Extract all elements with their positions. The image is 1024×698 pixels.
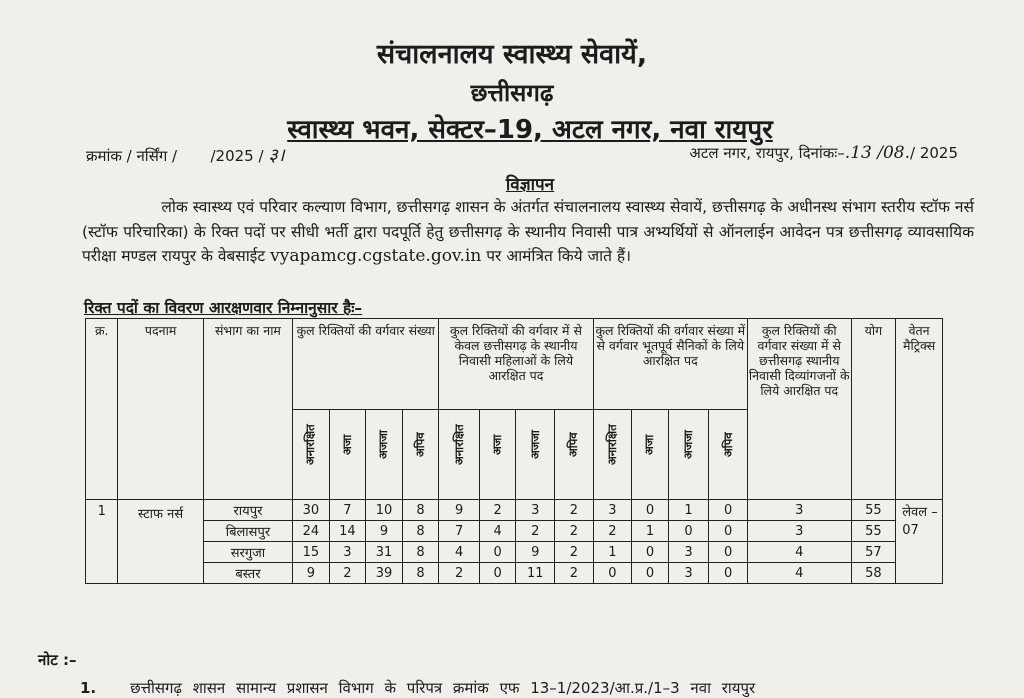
- cell-value: 2: [516, 521, 555, 542]
- note-item-text: छत्तीसगढ़ शासन सामान्य प्रशासन विभाग के परिपत्र क्रमांक एफ 13–1/2023/आ.प्र./1–3 नवा रायपुर: [130, 679, 756, 697]
- col-sno-header: क्र.: [86, 319, 118, 500]
- cell-value: 2: [555, 500, 594, 521]
- cell-value: 2: [329, 563, 366, 584]
- cell-value: 0: [632, 563, 669, 584]
- cell-value: 39: [366, 563, 403, 584]
- cell-division: सरगुजा: [203, 542, 292, 563]
- cell-value: 2: [593, 521, 632, 542]
- cell-pay: लेवल –07: [896, 500, 943, 584]
- cell-value: 3: [747, 500, 851, 521]
- cell-value: 1: [632, 521, 669, 542]
- cell-value: 31: [366, 542, 403, 563]
- cell-value: 0: [479, 542, 516, 563]
- notice-title: विज्ञापन: [505, 175, 555, 195]
- cat-sc-header: अजा: [642, 434, 657, 456]
- reference-date: अटल नगर, रायपुर, दिनांकः–.13 /08./ 2025: [689, 143, 958, 163]
- cell-value: 0: [709, 521, 748, 542]
- cell-value: 9: [516, 542, 555, 563]
- handwritten-date: .13 /08.: [844, 143, 910, 163]
- handwritten-number: ३।: [268, 145, 285, 166]
- cell-value: 0: [593, 563, 632, 584]
- cell-value: 3: [668, 563, 709, 584]
- note-item: [80, 678, 755, 698]
- cell-value: 7: [329, 500, 366, 521]
- col-women-header: कुल रिक्तियों की वर्गवार में से केवल छत्तीसगढ़ के स्थानीय निवासी महिलाओं के लिये आरक्षित पद: [439, 319, 593, 410]
- cell-division: बस्तर: [203, 563, 292, 584]
- cat-st-header: अजजा: [376, 430, 391, 460]
- cell-division: रायपुर: [203, 500, 292, 521]
- cell-value: 0: [709, 563, 748, 584]
- cell-value: 3: [329, 542, 366, 563]
- cell-value: 10: [366, 500, 403, 521]
- cell-value: 9: [293, 563, 330, 584]
- cat-obc-header: अपिव: [566, 432, 581, 458]
- cell-sum: 55: [851, 521, 896, 542]
- col-pay-header: वेतन मैट्रिक्स: [896, 319, 943, 500]
- header-address: स्वास्थ्य भवन, सेक्टर–19, अटल नगर, नवा रायपुर: [287, 115, 773, 145]
- cell-value: 1: [668, 500, 709, 521]
- cell-value: 4: [479, 521, 516, 542]
- vacancy-table: [85, 318, 943, 584]
- cell-value: 3: [516, 500, 555, 521]
- cell-value: 0: [632, 542, 669, 563]
- cell-value: 3: [668, 542, 709, 563]
- cell-value: 2: [439, 563, 480, 584]
- body-paragraph: लोक स्वास्थ्य एवं परिवार कल्याण विभाग, छत्तीसगढ़ शासन के अंतर्गत संचालनालय स्वास्थ्य सेवायें, छत्तीसगढ़ के अधीनस्थ संभाग स्तरीय स्टॉफ नर्स (स्टॉफ परिचारिका) के रिक्त पदों पर सीधी भर्ती द्वारा पदपूर्ति हेतु छत्तीसगढ़ के स्थानीय निवासी पात्र अभ्यर्थियों से ऑनलाईन आवेदन पत्र छत्तीसगढ़ व्यावसायिक परीक्षा मण्डल रायपुर के वेबसाईट vyapamcg.cgstate.gov.in पर आमंत्रित किये जाते हैं।: [82, 198, 974, 266]
- cat-obc-header: अपिव: [413, 432, 428, 458]
- cell-value: 8: [402, 500, 439, 521]
- table-row: [86, 500, 943, 521]
- cell-value: 15: [293, 542, 330, 563]
- cell-value: 0: [632, 500, 669, 521]
- cell-value: 7: [439, 521, 480, 542]
- note-label: नोट :–: [38, 651, 77, 669]
- cell-value: 9: [439, 500, 480, 521]
- cat-ur-header: अनारक्षित: [303, 424, 318, 466]
- cell-value: 2: [555, 521, 594, 542]
- cell-value: 3: [593, 500, 632, 521]
- header-directorate: संचालनालय स्वास्थ्य सेवायें,: [376, 39, 648, 70]
- col-exsoldier-header: कुल रिक्तियों की वर्गवार संख्या में से वर्गवार भूतपूर्व सैनिकों के लिये आरक्षित पद: [593, 319, 747, 410]
- col-total-header: कुल रिक्तियों की वर्गवार संख्या: [293, 319, 439, 410]
- cell-value: 0: [709, 500, 748, 521]
- table-row: [86, 563, 943, 584]
- cat-st-header: अजजा: [681, 430, 696, 460]
- cat-sc-header: अजा: [490, 434, 505, 456]
- cell-sum: 55: [851, 500, 896, 521]
- cell-value: 24: [293, 521, 330, 542]
- cell-value: 2: [555, 563, 594, 584]
- col-division-header: संभाग का नाम: [203, 319, 292, 500]
- header-state: छत्तीसगढ़: [470, 79, 554, 107]
- col-sum-header: योग: [851, 319, 896, 500]
- cell-post: स्टाफ नर्स: [118, 500, 203, 584]
- cat-obc-header: अपिव: [720, 432, 735, 458]
- cell-value: 9: [366, 521, 403, 542]
- table-row: [86, 542, 943, 563]
- cell-sum: 58: [851, 563, 896, 584]
- cell-value: 8: [402, 521, 439, 542]
- cell-value: 3: [747, 521, 851, 542]
- cell-value: 0: [668, 521, 709, 542]
- website-link[interactable]: vyapamcg.cgstate.gov.in: [270, 246, 482, 266]
- cell-value: 4: [747, 542, 851, 563]
- cell-value: 1: [593, 542, 632, 563]
- col-post-header: पदनाम: [118, 319, 203, 500]
- cell-sno: 1: [86, 500, 118, 584]
- cell-value: 0: [709, 542, 748, 563]
- col-disabled-header: कुल रिक्तियों की वर्गवार संख्या में से छत्तीसगढ़ स्थानीय निवासी दिव्यांगजनों के लिये आरक्षित पद: [747, 319, 851, 500]
- cell-value: 0: [479, 563, 516, 584]
- cell-value: 14: [329, 521, 366, 542]
- cell-value: 4: [439, 542, 480, 563]
- table-heading: रिक्त पदों का विवरण आरक्षणवार निम्नानुसार हैः–: [84, 299, 363, 317]
- cat-ur-header: अनारक्षित: [451, 424, 466, 466]
- cell-sum: 57: [851, 542, 896, 563]
- table-row: [86, 521, 943, 542]
- cell-value: 2: [555, 542, 594, 563]
- cell-value: 8: [402, 563, 439, 584]
- reference-number: क्रमांक / नर्सिंग / /2025 / ३।: [86, 145, 285, 166]
- cell-value: 4: [747, 563, 851, 584]
- cat-ur-header: अनारक्षित: [604, 424, 619, 466]
- cat-st-header: अजजा: [527, 430, 542, 460]
- cell-value: 30: [293, 500, 330, 521]
- note-item-number: 1.: [80, 679, 97, 697]
- cell-value: 2: [479, 500, 516, 521]
- cell-value: 11: [516, 563, 555, 584]
- cell-value: 8: [402, 542, 439, 563]
- cat-sc-header: अजा: [339, 434, 354, 456]
- cell-division: बिलासपुर: [203, 521, 292, 542]
